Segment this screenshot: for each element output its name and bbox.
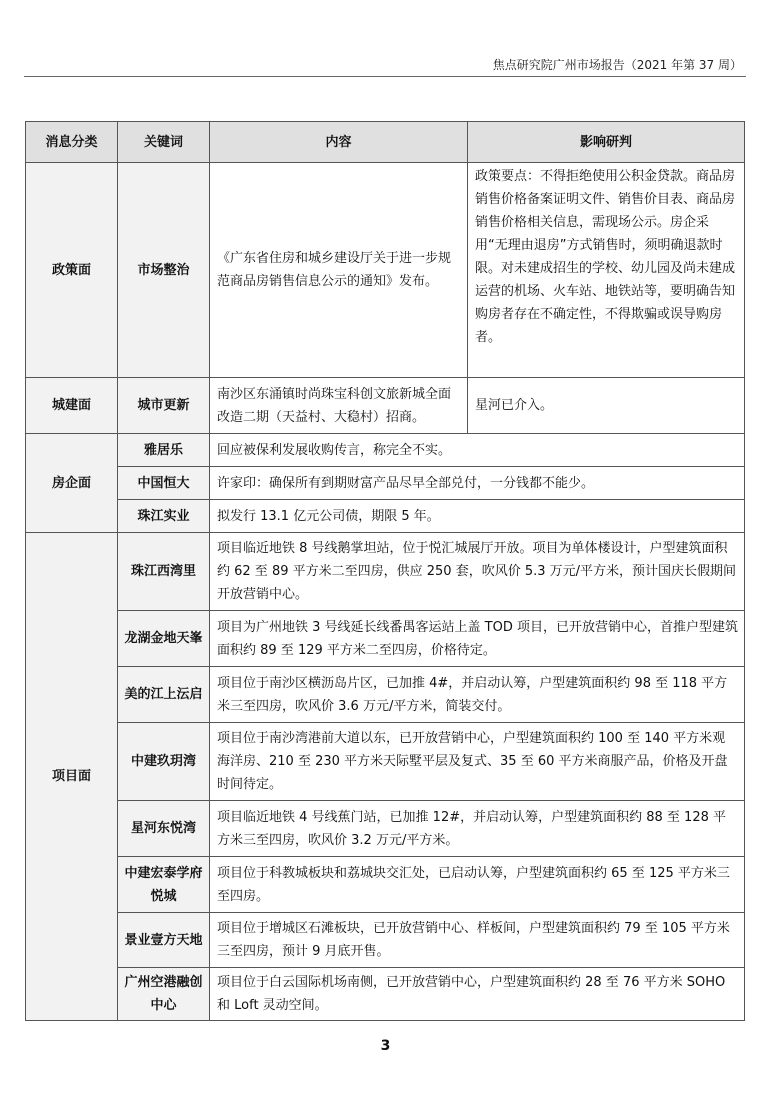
keyword-cell: 雅居乐 — [118, 434, 210, 467]
table-header-row — [26, 122, 745, 163]
table-row-project — [26, 801, 745, 857]
content-cell: 拟发行 13.1 亿元公司债，期限 5 年。 — [210, 500, 745, 533]
content-cell-policy: 《广东省住房和城乡建设厅关于进一步规范商品房销售信息公示的通知》发布。 — [210, 163, 468, 378]
keyword-cell: 中建玖玥湾 — [118, 723, 210, 801]
page-number: 3 — [380, 1038, 391, 1054]
content-cell: 项目为广州地铁 3 号线延长线番禺客运站上盖 TOD 项目，已开放营销中心，首推户型建筑面积约 89 至 129 平方米二至四房，价格待定。 — [210, 611, 745, 667]
content-cell: 项目位于白云国际机场南侧，已开放营销中心，户型建筑面积约 28 至 76 平方米 SOHO 和 Loft 灵动空间。 — [210, 968, 745, 1021]
impact-cell-urban: 星河已介入。 — [468, 378, 745, 434]
content-cell: 项目临近地铁 4 号线蕉门站，已加推 12#，并启动认筹，户型建筑面积约 88 至 128 平方米三至四房，吹风价 3.2 万元/平方米。 — [210, 801, 745, 857]
content-cell-urban: 南沙区东涌镇时尚珠宝科创文旅新城全面改造二期（天益村、大稳村）招商。 — [210, 378, 468, 434]
column-header-keyword: 关键词 — [118, 122, 210, 163]
table-row-project — [26, 857, 745, 913]
keyword-cell: 星河东悦湾 — [118, 801, 210, 857]
keyword-cell: 美的江上沄启 — [118, 667, 210, 723]
keyword-cell: 中国恒大 — [118, 467, 210, 500]
table-row-project — [26, 667, 745, 723]
category-cell-urban: 城建面 — [26, 378, 118, 434]
content-cell: 项目位于科教城板块和荔城块交汇处，已启动认筹，户型建筑面积约 65 至 125 平方米三至四房。 — [210, 857, 745, 913]
keyword-cell-urban: 城市更新 — [118, 378, 210, 434]
column-header-impact: 影响研判 — [468, 122, 745, 163]
table-row-project — [26, 913, 745, 968]
table-row-urban — [26, 378, 745, 434]
content-cell: 许家印：确保所有到期财富产品尽早全部兑付，一分钱都不能少。 — [210, 467, 745, 500]
keyword-cell: 珠江实业 — [118, 500, 210, 533]
content-cell: 项目位于增城区石滩板块，已开放营销中心、样板间，户型建筑面积约 79 至 105 平方米三至四房，预计 9 月底开售。 — [210, 913, 745, 968]
keyword-cell: 珠江西湾里 — [118, 533, 210, 611]
category-cell-policy: 政策面 — [26, 163, 118, 378]
report-header-title: 焦点研究院广州市场报告（2021 年第 37 周） — [492, 58, 742, 72]
table-row-policy — [26, 163, 745, 378]
table-row-project — [26, 533, 745, 611]
keyword-cell: 广州空港融创中心 — [118, 968, 210, 1021]
table-row-developer — [26, 434, 745, 467]
table-row-project — [26, 968, 745, 1021]
keyword-cell: 龙湖金地天峯 — [118, 611, 210, 667]
news-table — [25, 121, 745, 1021]
keyword-cell: 中建宏泰学府悦城 — [118, 857, 210, 913]
keyword-cell: 景业壹方天地 — [118, 913, 210, 968]
content-cell: 回应被保利发展收购传言，称完全不实。 — [210, 434, 745, 467]
content-cell: 项目临近地铁 8 号线鹅掌坦站，位于悦汇城展厅开放。项目为单体楼设计，户型建筑面积约 62 至 89 平方米二至四房，供应 250 套，吹风价 5.3 万元/平方米，预计国庆长假期间开放营销中心。 — [210, 533, 745, 611]
keyword-cell-policy: 市场整治 — [118, 163, 210, 378]
content-cell: 项目位于南沙湾港前大道以东，已开放营销中心，户型建筑面积约 100 至 140 平方米观海洋房、210 至 230 平方米天际墅平层及复式、35 至 60 平方米商服产品，价格及开盘时间待定。 — [210, 723, 745, 801]
table-row-developer — [26, 467, 745, 500]
column-header-content: 内容 — [210, 122, 468, 163]
table-row-developer — [26, 500, 745, 533]
content-cell: 项目位于南沙区横沥岛片区，已加推 4#，并启动认筹，户型建筑面积约 98 至 118 平方米三至四房，吹风价 3.6 万元/平方米，简装交付。 — [210, 667, 745, 723]
table-row-project — [26, 723, 745, 801]
column-header-category: 消息分类 — [26, 122, 118, 163]
category-cell-project: 项目面 — [26, 533, 118, 1021]
table-row-project — [26, 611, 745, 667]
category-cell-developer: 房企面 — [26, 434, 118, 533]
impact-cell-policy: 政策要点：不得拒绝使用公积金贷款。商品房销售价格备案证明文件、销售价目表、商品房销售价格相关信息，需现场公示。房企采用“无理由退房”方式销售时，须明确退款时限。对未建成招生的学校、幼儿园及尚未建成运营的机场、火车站、地铁站等，要明确告知购房者存在不确定性，不得欺骗或误导购房者。 — [468, 163, 745, 378]
header-divider — [24, 76, 746, 77]
